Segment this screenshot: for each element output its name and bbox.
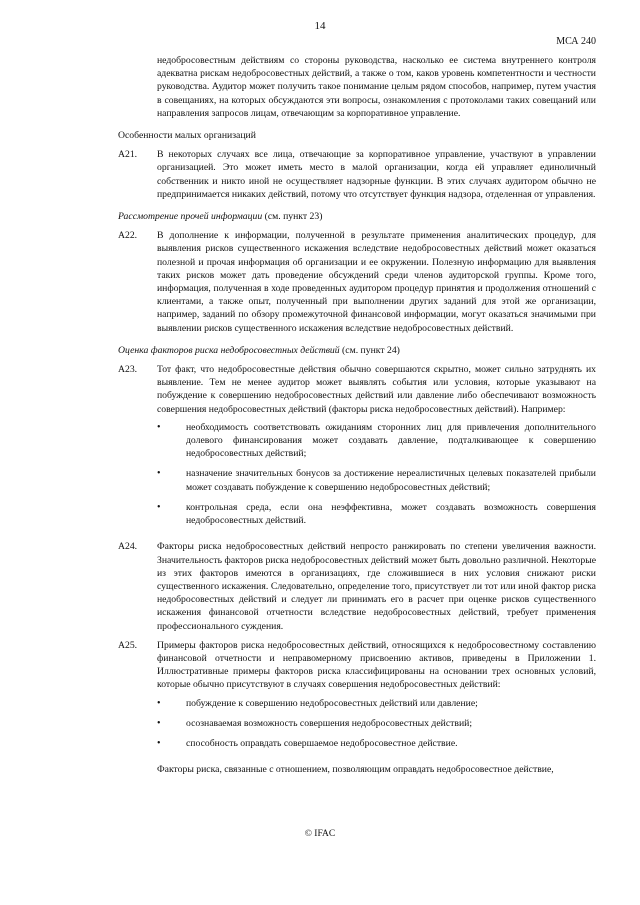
paragraph-text: В некоторых случаях все лица, отвечающие за корпоративное управление, участвуют в управлении организацией. Это может иметь место в малой организации, когда ей управляет единоличный собственник и никто иной не осуществляет надзорные функции. В этих случаях аудитором обычно не предпринимается никаких действий, потому что отсутствует функция надзора, отделенная от управления. <box>157 149 596 200</box>
paragraph-a24 <box>118 540 596 632</box>
paragraph-text: В дополнение к информации, полученной в результате применения аналитических процедур, для выявления рисков существенного искажения вследствие недобросовестных действий может оказаться полезной и прочая информация об организации и ее окружении. Полезную информацию для выявления таких рисков может дать проведение обсуждений среди членов аудиторской группы. Кроме того, информация, полученная в ходе проведенных аудитором процедур принятия и продолжения отношений с клиентами, а также опыт, полученный при выполнении других заданий для этой же организации, например, заданий по обзору промежуточной финансовой информации, могут оказаться значимыми при выявлении рисков существенного искажения вследствие недобросовестных действий. <box>157 230 596 334</box>
list-item <box>157 421 596 461</box>
bullet-icon: • <box>157 468 161 480</box>
list-item-text: побуждение к совершению недобросовестных действий или давление; <box>186 697 478 709</box>
paragraph-text: Тот факт, что недобросовестные действия обычно совершаются скрытно, может сильно затруднять их выявление. Тем не менее аудитор может выявлять события или условия, которые указывают на побуждение к совершению недобросовестных действий или давление либо обеспечивают возможность совершения недобросовестных действий (факторы риска недобросовестных действий). Например: <box>157 364 596 415</box>
document-body <box>0 54 640 776</box>
list-item <box>157 737 596 750</box>
list-item-text: осознаваемая возможность совершения недобросовестных действий; <box>186 717 473 729</box>
list-item <box>157 717 596 730</box>
paragraph-number: A23. <box>118 364 138 376</box>
intro-paragraph: недобросовестным действиям со стороны руководства, насколько ее система внутреннего контроля адекватна рискам недобросовестных действий, а также о том, каков уровень компетентности и честности руководства. Аудитор может получить такое понимание целым рядом способов, например, путем участия в совещаниях, на которых обсуждаются эти вопросы, ознакомления с протоколами таких совещаний или направления запросов лицам, отвечающим за корпоративное управление. <box>157 55 596 119</box>
list-item <box>157 697 596 710</box>
paragraph-number: A21. <box>118 149 138 161</box>
heading-italic: Рассмотрение прочей информации <box>118 211 263 223</box>
bullet-list <box>157 421 596 527</box>
list-item-text: необходимость соответствовать ожиданиям сторонних лиц для привлечения дополнительного долевого финансирования может создавать давление, подталкивающее к совершению недобросовестных действий; <box>186 421 596 460</box>
page-number: 14 <box>314 20 326 32</box>
list-item-text: контрольная среда, если она неэффективна, может создавать возможность совершения недобросовестных действий. <box>186 501 596 527</box>
heading-reference: (см. пункт 23) <box>262 211 323 223</box>
paragraph-text: Примеры факторов риска недобросовестных действий, относящихся к недобросовестному составлению финансовой отчетности и неправомерному присвоению активов, приведены в Приложении 1. Иллюстративные примеры факторов риска классифицированы на основании трех основных условий, которые обычно присутствуют в случаях совершения недобросовестных действий: <box>157 639 596 691</box>
paragraph-body <box>157 639 596 757</box>
bullet-icon: • <box>157 717 161 729</box>
bullet-icon: • <box>157 421 161 433</box>
bullet-icon: • <box>157 501 161 513</box>
closing-paragraph: Факторы риска, связанные с отношением, позволяющим оправдать недобросовестное действие, <box>157 764 554 776</box>
paragraph-a23 <box>118 363 596 534</box>
paragraph-body <box>157 363 596 534</box>
paragraph-a22 <box>118 229 596 335</box>
paragraph-number: A24. <box>118 541 138 553</box>
paragraph-a21 <box>118 148 596 201</box>
list-item <box>157 467 596 493</box>
paragraph-number: A22. <box>118 230 138 242</box>
bullet-icon: • <box>157 737 161 749</box>
list-item <box>157 501 596 527</box>
heading-reference: (см. пункт 24) <box>339 344 400 356</box>
list-item-text: назначение значительных бонусов за достижение нереалистичных целевых показателей прибыли может создавать побуждение к совершению недобросовестных действий; <box>186 468 596 493</box>
bullet-icon: • <box>157 697 161 709</box>
section-heading-small-entities: Особенности малых организаций <box>118 130 256 142</box>
section-heading-other-info <box>118 210 596 223</box>
bullet-list <box>157 697 596 751</box>
document-code: МСА 240 <box>556 36 596 47</box>
paragraph-a25 <box>118 639 596 757</box>
paragraph-text: Факторы риска недобросовестных действий непросто ранжировать по степени увеличения важности. Значительность факторов риска недобросовестных действий может быть довольно различной. Некоторые из этих факторов имеются в организациях, где сложившиеся в них условия снижают риски существенного искажения. Следовательно, определение того, присутствует ли тот или иной фактор риска недобросовестных действий и следует ли принимать его в расчет при оценке рисков существенного искажения финансовой отчетности вследствие недобросовестных действий, требует применения профессионального суждения. <box>157 541 596 632</box>
paragraph-number: A25. <box>118 639 138 651</box>
list-item-text: способность оправдать совершаемое недобросовестное действие. <box>186 737 458 749</box>
section-heading-risk-factors <box>118 344 596 357</box>
copyright-footer: © IFAC <box>304 829 336 839</box>
heading-italic: Оценка факторов риска недобросовестных действий <box>118 344 340 356</box>
